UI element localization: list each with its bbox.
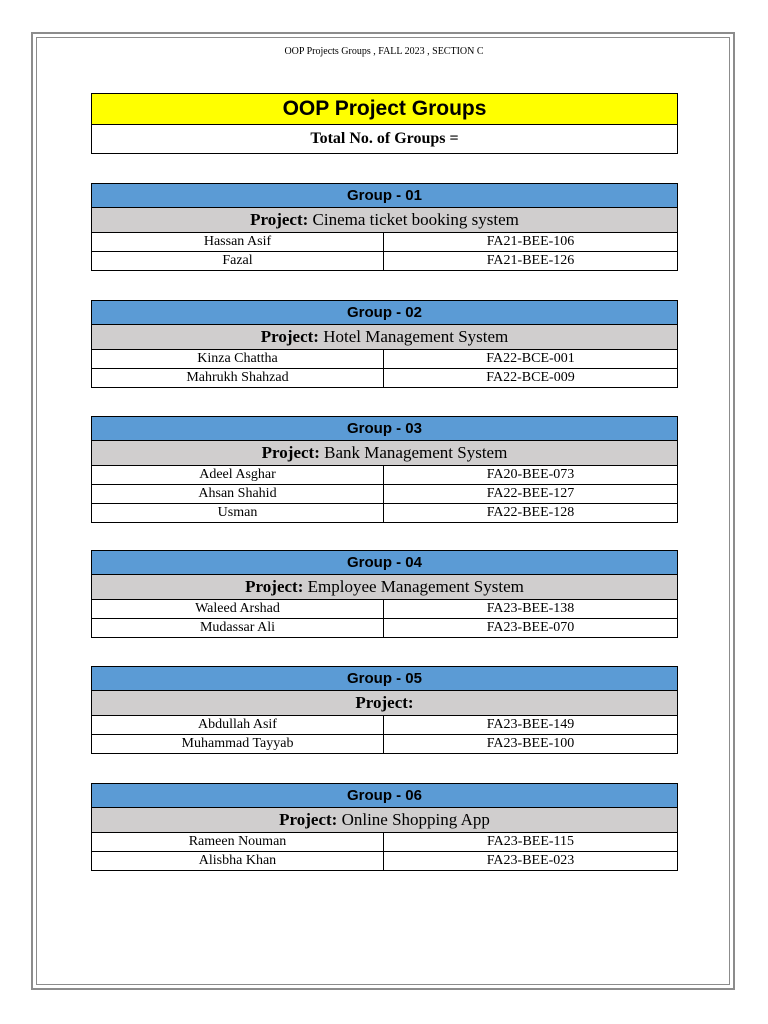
project-name: Cinema ticket booking system bbox=[312, 210, 519, 229]
group-project bbox=[91, 808, 678, 833]
member-id: FA21-BEE-126 bbox=[486, 253, 575, 268]
member-id: FA23-BEE-070 bbox=[486, 620, 575, 635]
group-title: Group - 05 bbox=[91, 666, 678, 691]
member-id: FA22-BCE-001 bbox=[486, 351, 575, 366]
group-title: Group - 02 bbox=[91, 300, 678, 325]
project-name: Bank Management System bbox=[324, 443, 508, 462]
document-title: OOP Project Groups bbox=[91, 93, 678, 125]
group-table bbox=[91, 416, 678, 523]
group-project bbox=[91, 441, 678, 466]
member-id: FA22-BCE-009 bbox=[486, 370, 575, 385]
member-name: Waleed Arshad bbox=[92, 600, 384, 618]
member-row bbox=[91, 485, 678, 504]
member-id: FA23-BEE-023 bbox=[486, 853, 575, 868]
member-name: Alisbha Khan bbox=[92, 852, 384, 870]
member-name: Adeel Asghar bbox=[92, 466, 384, 484]
group-table bbox=[91, 183, 678, 271]
project-key: Project: bbox=[279, 810, 338, 829]
member-name: Fazal bbox=[92, 252, 384, 270]
member-row bbox=[91, 619, 678, 638]
member-name: Rameen Nouman bbox=[92, 833, 384, 851]
project-name: Online Shopping App bbox=[341, 810, 490, 829]
group-table bbox=[91, 300, 678, 388]
member-name: Abdullah Asif bbox=[92, 716, 384, 734]
project-key: Project: bbox=[261, 443, 320, 462]
member-row bbox=[91, 233, 678, 252]
member-name: Usman bbox=[92, 504, 384, 522]
member-id: FA23-BEE-149 bbox=[486, 717, 575, 732]
group-table bbox=[91, 550, 678, 638]
project-key: Project: bbox=[355, 693, 414, 712]
project-key: Project: bbox=[245, 577, 304, 596]
member-row bbox=[91, 466, 678, 485]
group-title: Group - 01 bbox=[91, 183, 678, 208]
project-key: Project: bbox=[260, 327, 319, 346]
member-name: Muhammad Tayyab bbox=[92, 735, 384, 753]
page-header: OOP Projects Groups , FALL 2023 , SECTION C bbox=[284, 46, 484, 57]
member-row bbox=[91, 350, 678, 369]
total-groups-label: Total No. of Groups = bbox=[91, 125, 678, 154]
group-project bbox=[91, 208, 678, 233]
member-id: FA23-BEE-100 bbox=[486, 736, 575, 751]
member-id: FA20-BEE-073 bbox=[486, 467, 575, 482]
project-key: Project: bbox=[250, 210, 309, 229]
member-name: Ahsan Shahid bbox=[92, 485, 384, 503]
member-row bbox=[91, 504, 678, 523]
member-name: Hassan Asif bbox=[92, 233, 384, 251]
title-block bbox=[91, 93, 678, 154]
member-name: Kinza Chattha bbox=[92, 350, 384, 368]
member-name: Mudassar Ali bbox=[92, 619, 384, 637]
group-table bbox=[91, 783, 678, 871]
group-title: Group - 06 bbox=[91, 783, 678, 808]
member-row bbox=[91, 716, 678, 735]
member-id: FA21-BEE-106 bbox=[486, 234, 575, 249]
member-row bbox=[91, 369, 678, 388]
member-row bbox=[91, 735, 678, 754]
member-id: FA22-BEE-128 bbox=[486, 505, 575, 520]
member-row bbox=[91, 252, 678, 271]
group-title: Group - 04 bbox=[91, 550, 678, 575]
member-row bbox=[91, 852, 678, 871]
group-table bbox=[91, 666, 678, 754]
group-project bbox=[91, 691, 678, 716]
member-id: FA23-BEE-115 bbox=[486, 834, 575, 849]
group-title: Group - 03 bbox=[91, 416, 678, 441]
member-row bbox=[91, 600, 678, 619]
member-name: Mahrukh Shahzad bbox=[92, 369, 384, 387]
group-project bbox=[91, 575, 678, 600]
member-id: FA22-BEE-127 bbox=[486, 486, 575, 501]
project-name: Employee Management System bbox=[307, 577, 524, 596]
member-row bbox=[91, 833, 678, 852]
project-name: Hotel Management System bbox=[323, 327, 509, 346]
member-id: FA23-BEE-138 bbox=[486, 601, 575, 616]
group-project bbox=[91, 325, 678, 350]
